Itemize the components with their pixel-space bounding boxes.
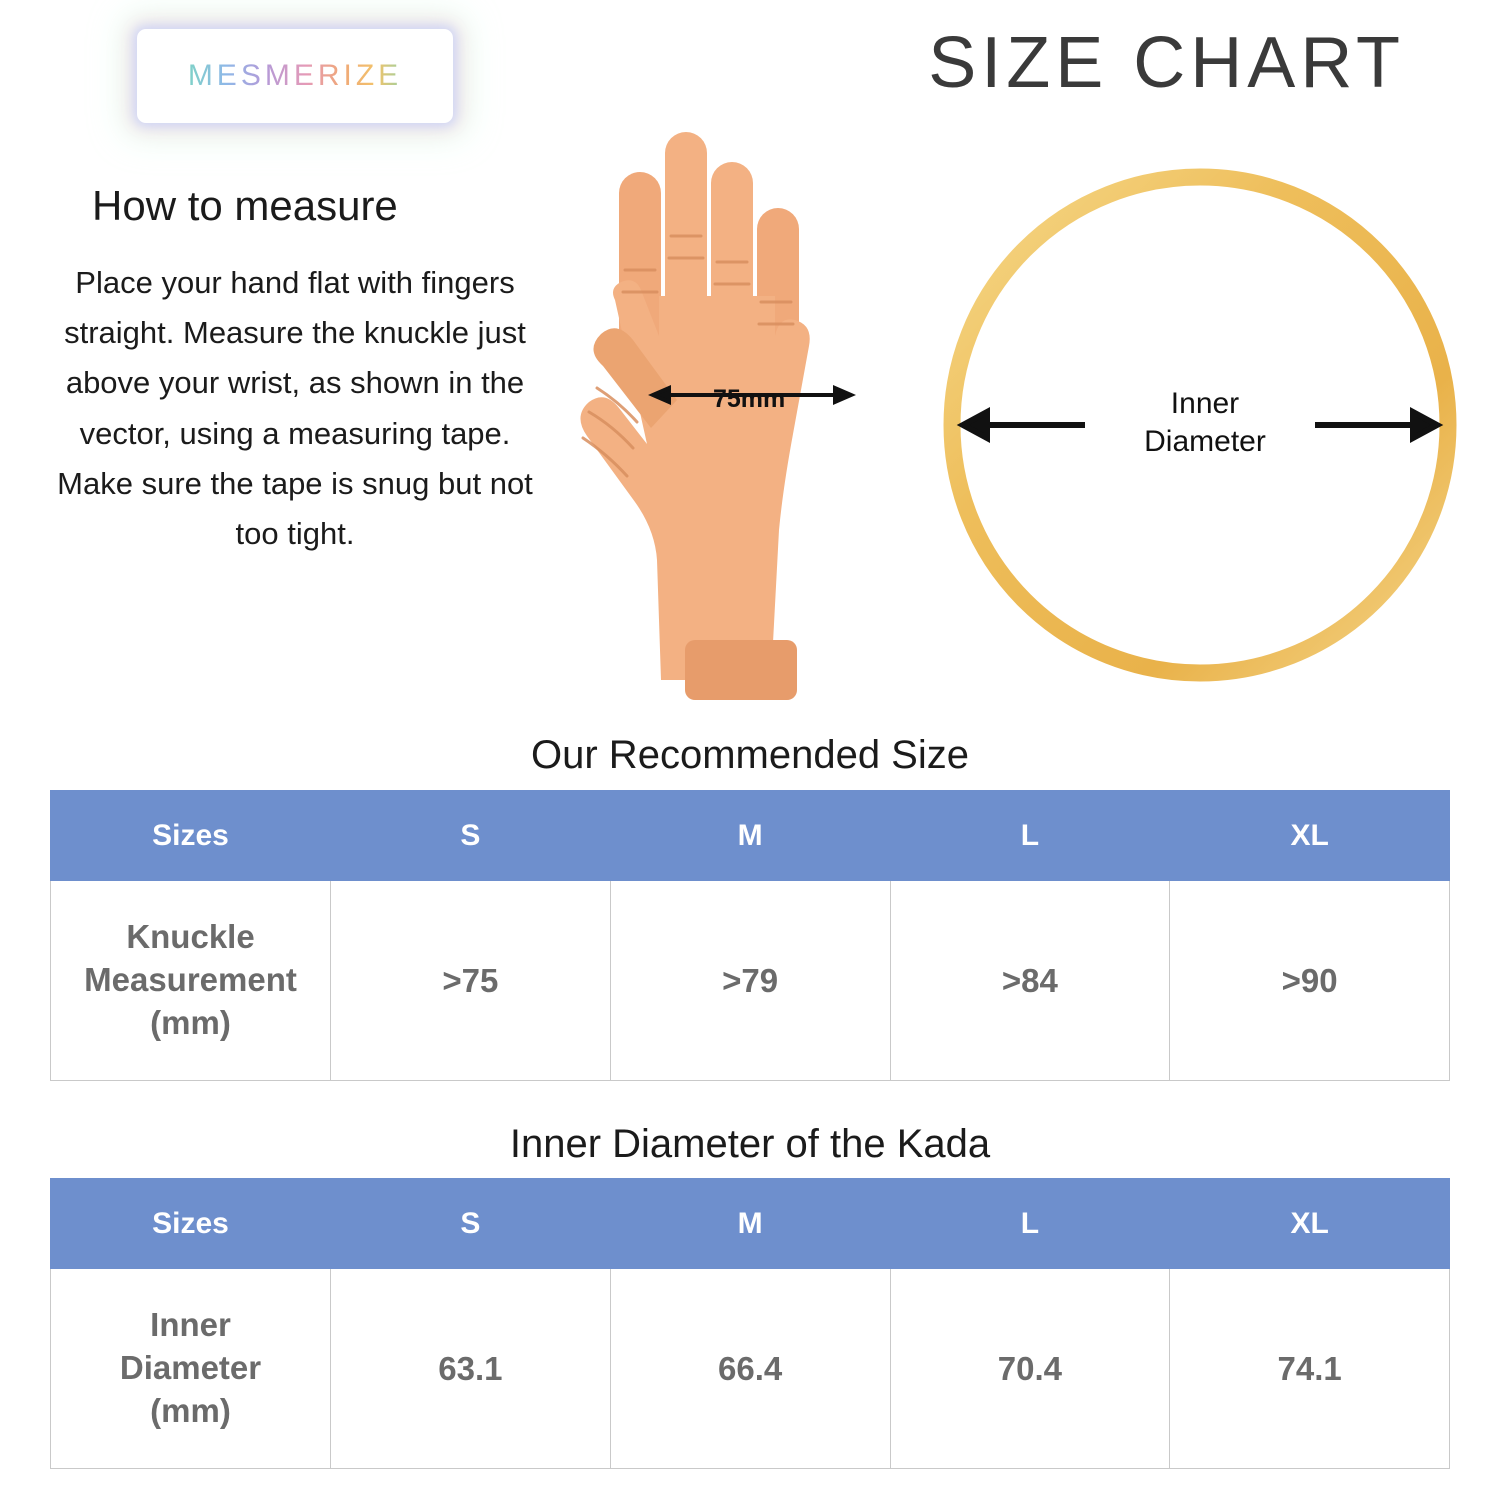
brand-logo-text: MESMERIZE (187, 59, 403, 92)
table-2-cell-l: 70.4 (890, 1269, 1170, 1469)
table-2-header-sizes: Sizes (51, 1179, 331, 1269)
hand-measure-label: 75mm (713, 385, 786, 413)
table-1-cell-xl: >90 (1170, 881, 1450, 1081)
kada-diameter-label-line2: Diameter (1144, 424, 1266, 458)
table-1-cell-l: >84 (890, 881, 1170, 1081)
table-2-header-l: L (890, 1179, 1170, 1269)
table-header-row (51, 1179, 1450, 1269)
table-1-header-s: S (331, 791, 611, 881)
table-2-row-label-line2: Diameter (119, 1349, 262, 1387)
table-1-row-label-line3: (mm) (150, 1003, 231, 1041)
table-2-caption: Inner Diameter of the Kada (509, 1122, 991, 1166)
table-2-cell-xl: 74.1 (1170, 1269, 1450, 1469)
inner-diameter-table (50, 1178, 1450, 1469)
table-2-row-label-line1: Inner (150, 1306, 231, 1344)
table-1-header-l: L (890, 791, 1170, 881)
hand-icon (545, 120, 875, 710)
table-1-row-label-line1: Knuckle (126, 918, 255, 956)
page-title: SIZE CHART (928, 23, 1405, 103)
table-2-cell-m: 66.4 (610, 1269, 890, 1469)
table-1-header-xl: XL (1170, 791, 1450, 881)
table-1-caption: Our Recommended Size (531, 733, 969, 777)
kada-diameter-label (1105, 385, 1305, 460)
table-2-cell-s: 63.1 (331, 1269, 611, 1469)
table-1-row-label-line2: Measurement (84, 961, 297, 999)
instructions-body: Place your hand flat with fingers straight. Measure the knuckle just above your wrist, as shown in the vector, using a measuring tape. Make sure the tape is snug but not too tight. (57, 265, 533, 552)
table-1-row-label (51, 881, 331, 1081)
table-2-header-xl: XL (1170, 1179, 1450, 1269)
table-2-header-m: M (610, 1179, 890, 1269)
table-2-row-label-line3: (mm) (150, 1391, 231, 1429)
table-header-row (51, 791, 1450, 881)
hand-illustration (545, 120, 875, 710)
table-1-header-sizes: Sizes (51, 791, 331, 881)
table-1-cell-m: >79 (610, 881, 890, 1081)
instructions-heading: How to measure (92, 182, 398, 229)
table-2-row-label (51, 1269, 331, 1469)
table-2-header-s: S (331, 1179, 611, 1269)
kada-diameter-label-line1: Inner (1170, 387, 1240, 420)
table-1-cell-s: >75 (331, 881, 611, 1081)
table-row (51, 1269, 1450, 1469)
table-1-header-m: M (610, 791, 890, 881)
recommended-size-table (50, 790, 1450, 1081)
table-row (51, 881, 1450, 1081)
brand-logo (140, 32, 450, 120)
